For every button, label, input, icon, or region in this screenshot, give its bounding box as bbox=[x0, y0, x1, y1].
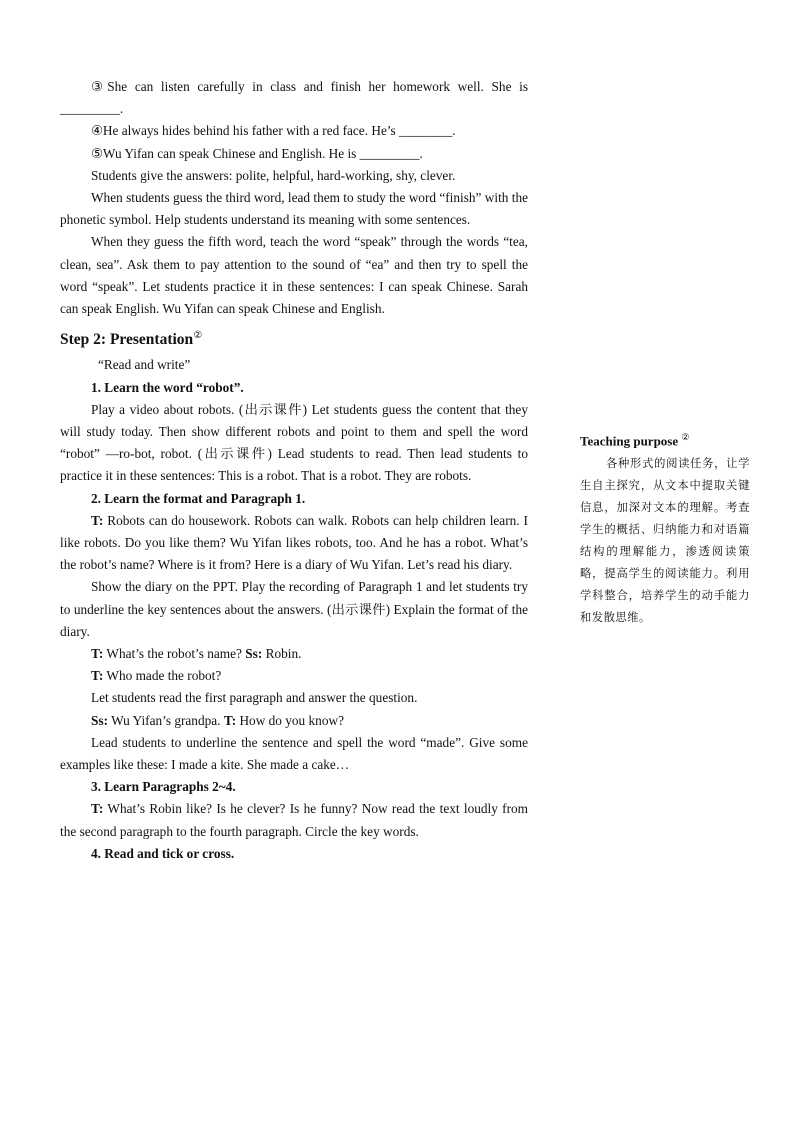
paragraphs-task-text: What’s Robin like? Is he clever? Is he funny? Now read the text loudly from the second paragraph to the fourth paragraph. Circle the key words. bbox=[60, 801, 529, 839]
t-label: T: bbox=[223, 712, 237, 728]
heading-2 bbox=[60, 488, 528, 510]
step2-heading bbox=[60, 323, 528, 353]
heading-1-text: 1. Learn the word “robot”. bbox=[91, 379, 244, 395]
first-paragraph-task: Let students read the first paragraph and answer the question. bbox=[91, 690, 418, 706]
teacher-intro bbox=[60, 510, 528, 577]
t-label: T: bbox=[91, 801, 104, 817]
teaching-purpose-body: 各种形式的阅读任务，让学生自主探究，从文本中提取关键信息，加深对文本的理解。考查学生的概括、归纳能力和对语篇结构的理解能力，渗透阅读策略，提高学生的阅读能力。利用学科整合，培养学生的动手能力和发散思维。 bbox=[580, 457, 750, 625]
heading-1 bbox=[60, 377, 528, 399]
lesson-body bbox=[60, 76, 528, 865]
teaching-purpose-title bbox=[580, 427, 750, 451]
finish-paragraph: When students guess the third word, lead them to study the word “finish” with the phonetic symbol. Help students understand its meaning with some sentences. bbox=[60, 190, 528, 228]
heading-4-text: 4. Read and tick or cross. bbox=[91, 845, 235, 861]
teacher-intro-text: Robots can do housework. Robots can walk. Robots can help children learn. I like robots. Do you like them? Wu Yifan likes robots, too. And he has a robot. What’s the robot’s name? Where is it from? Here is a diary of Wu Yifan. Let’s read his diary. bbox=[60, 512, 528, 573]
ss-label: Ss: bbox=[91, 712, 108, 728]
robot-paragraph: Play a video about robots. (出示课件) Let students guess the content that they will study today. Then show different robots and point to them and spell the word “robot” —ro-bot, robot. (出示课件) Lead students to read. Then lead students to practice it in these sentences: This is a robot. That is a robot. They are robots. bbox=[60, 401, 528, 484]
heading-3 bbox=[60, 776, 528, 798]
exercise-item-5: ⑤Wu Yifan can speak Chinese and English. He is _________. bbox=[91, 145, 423, 161]
question-1: What’s the robot’s name? bbox=[106, 646, 242, 662]
answers-paragraph: Students give the answers: polite, helpful, hard-working, shy, clever. bbox=[91, 167, 456, 183]
speak-paragraph: When they guess the fifth word, teach the word “speak” through the words “tea, clean, sea”. Ask them to pay attention to the sound of “ea” and then try to spell the word “speak”. Let students practice it in these sentences: I can speak Chinese. Sarah can speak English. Wu Yifan can speak Chinese and English. bbox=[60, 234, 528, 317]
diary-paragraph: Show the diary on the PPT. Play the recording of Paragraph 1 and let students try to underline the key sentences about the answers. (出示课件) Explain the format of the diary. bbox=[60, 579, 528, 639]
answer-2: Wu Yifan’s grandpa. bbox=[111, 712, 221, 728]
paragraphs-task bbox=[60, 798, 528, 842]
question-2: Who made the robot? bbox=[106, 668, 222, 684]
t-label: T: bbox=[91, 512, 104, 528]
dialogue-line-1 bbox=[60, 643, 528, 665]
heading-4 bbox=[60, 843, 528, 865]
answer-1: Robin. bbox=[265, 646, 302, 662]
question-3: How do you know? bbox=[239, 712, 344, 728]
made-paragraph: Lead students to underline the sentence and spell the word “made”. Give some examples like these: I made a kite. She made a cake… bbox=[60, 734, 528, 773]
read-write-label: “Read and write” bbox=[98, 357, 191, 373]
step2-mark: ② bbox=[193, 330, 203, 342]
heading-3-text: 3. Learn Paragraphs 2~4. bbox=[91, 779, 236, 795]
teaching-purpose-note bbox=[580, 427, 750, 629]
dialogue-line-3 bbox=[60, 710, 528, 732]
dialogue-line-2 bbox=[60, 665, 528, 687]
exercise-item-4: ④He always hides behind his father with a red face. He’s ________. bbox=[91, 123, 456, 139]
t-label: T: bbox=[91, 668, 104, 684]
t-label: T: bbox=[91, 646, 104, 662]
ss-label: Ss: bbox=[245, 646, 263, 662]
exercise-item-3: ③She can listen carefully in class and finish her homework well. She is _________. bbox=[60, 79, 528, 117]
teaching-purpose-title-text: Teaching purpose bbox=[580, 433, 679, 449]
heading-2-text: 2. Learn the format and Paragraph 1. bbox=[91, 490, 306, 506]
teaching-purpose-mark: ② bbox=[681, 432, 690, 442]
step2-title: Step 2: Presentation bbox=[60, 331, 194, 349]
